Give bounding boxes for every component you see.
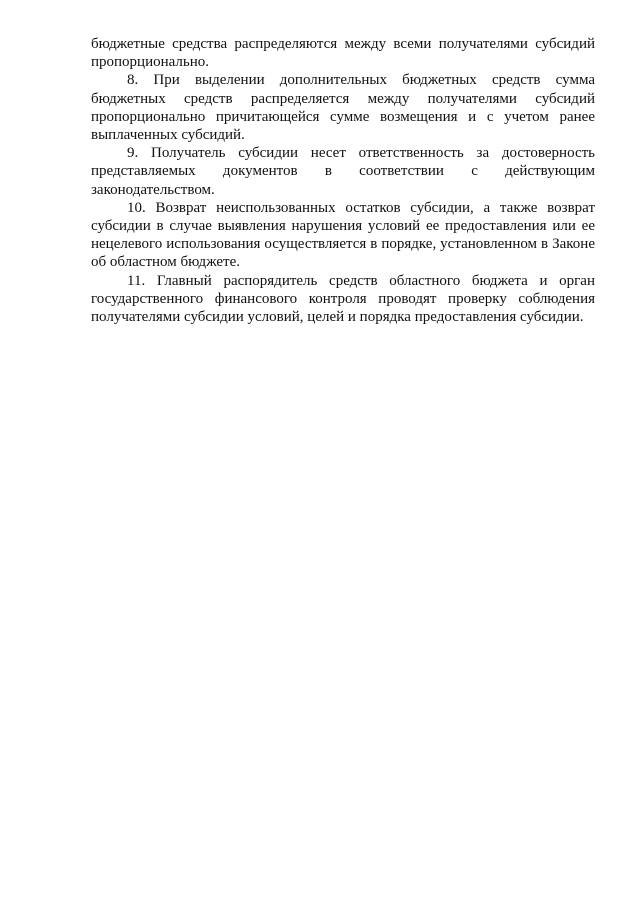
paragraph-clause-8: 8. При выделении дополнительных бюджетных средств сумма бюджетных средств распределяется между получателями субсидий пропорционально причитающейся сумме возмещения и с учетом ранее выплаченных субсидий. [91, 72, 595, 144]
paragraph-clause-10: 10. Возврат неиспользованных остатков субсидии, а также возврат субсидии в случае выявления нарушения условий ее предоставления или ее нецелевого использования осуществляется в порядке, установленном в Законе об областном бюджете. [91, 199, 595, 271]
paragraph-clause-11: 11. Главный распорядитель средств областного бюджета и орган государственного финансового контроля проводят проверку соблюдения получателями субсидии условий, целей и порядка предоставления субсидии. [91, 272, 595, 326]
document-body [91, 35, 595, 326]
paragraph-clause-9: 9. Получатель субсидии несет ответственность за достоверность представляемых документов в соответствии с действующим законодательством. [91, 145, 595, 198]
paragraph-continuation: бюджетные средства распределяются между всеми получателями субсидий пропорционально. [91, 36, 595, 71]
